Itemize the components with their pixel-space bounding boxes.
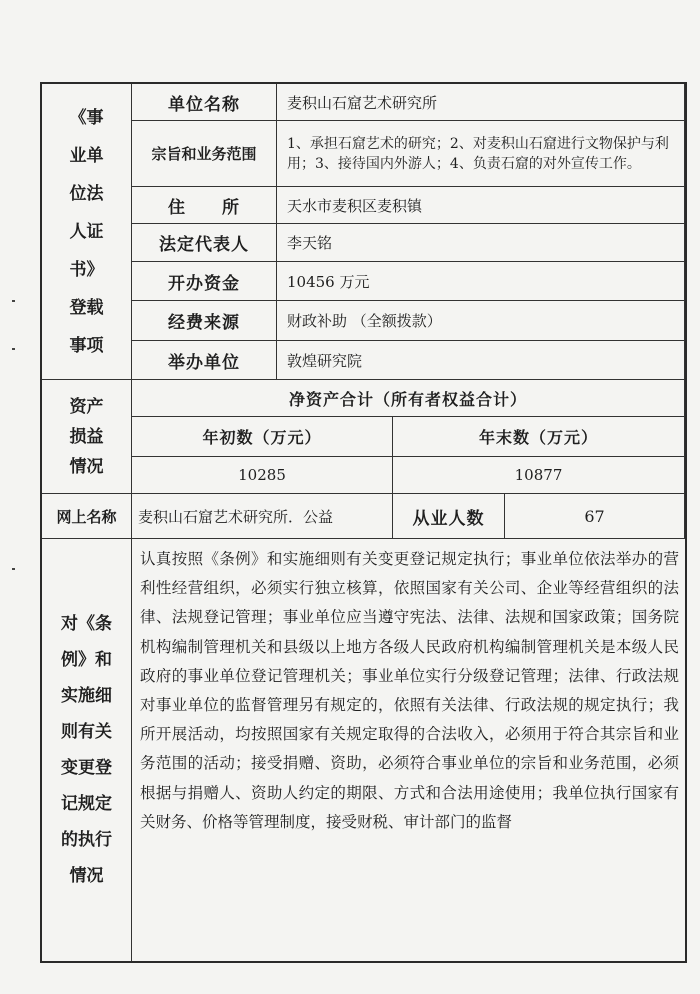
end-value-header: 年末数（万元） — [393, 417, 685, 457]
scan-mark — [12, 568, 15, 570]
compliance-text: 认真按照《条例》和实施细则有关变更登记规定执行；事业单位依法举办的营利性经营组织，必须实行独立核算，依照国家有关公司、企业等经营组织的法律、法规登记管理；事业单位应当遵守宪法、法律、法规和国家政策；国务院机构编制管理机关和县级以上地方各级人民政府机构编制管理机关是本级人民政府的事业单位登记管理机关；事业单位实行分级登记管理；法律、行政法规对事业单位的监督管理另有规定的，依照有关法律、行政法规的规定执行；我所开展活动，均按照国家有关规定取得的合法收入，必须用于符合其宗旨和业务范围的活动；接受捐赠、资助，必须符合事业单位的宗旨和业务范围，必须根据与捐赠人、资助人约定的期限、方式和合法用途使用；我单位执行国家有关财务、价格等管理制度，接受财税、审计部门的监督 — [140, 550, 679, 831]
unit-name-label: 单位名称 — [132, 84, 277, 121]
residence-label: 住 所 — [132, 187, 277, 224]
legal-rep-value: 李天铭 — [277, 224, 685, 262]
purpose-scope-label: 宗旨和业务范围 — [132, 121, 277, 187]
scan-mark — [12, 300, 15, 302]
registration-form — [40, 82, 687, 963]
funding-source-value: 财政补助 （全额拨款） — [277, 301, 685, 341]
capital-value: 10456 万元 — [277, 262, 685, 301]
capital-label: 开办资金 — [132, 262, 277, 301]
funding-source-label: 经费来源 — [132, 301, 277, 341]
assets-section-label: 资产损益情况 — [42, 380, 132, 494]
purpose-scope-value: 1、承担石窟艺术的研究；2、对麦积山石窟进行文物保护与利用；3、接待国内外游人；4、负责石窟的对外宣传工作。 — [277, 121, 685, 187]
compliance-section-label: 对《条例》和实施细则有关变更登记规定的执行情况 — [42, 539, 132, 961]
residence-value: 天水市麦积区麦积镇 — [277, 187, 685, 224]
online-name-value: 麦积山石窟艺术研究所．公益 — [132, 494, 393, 539]
begin-value: 10285 — [132, 457, 393, 494]
sponsor-value: 敦煌研究院 — [277, 341, 685, 380]
net-assets-heading: 净资产合计（所有者权益合计） — [132, 380, 685, 417]
legal-rep-label: 法定代表人 — [132, 224, 277, 262]
staff-count-label: 从业人数 — [393, 494, 505, 539]
end-value: 10877 — [393, 457, 685, 494]
scan-mark — [12, 348, 15, 350]
staff-count-value: 67 — [505, 494, 685, 539]
sponsor-label: 举办单位 — [132, 341, 277, 380]
online-name-label: 网上名称 — [42, 494, 132, 539]
certificate-items-label: 《事业单位法人证书》登载事项 — [42, 84, 132, 380]
begin-value-header: 年初数（万元） — [132, 417, 393, 457]
unit-name-value: 麦积山石窟艺术研究所 — [277, 84, 685, 121]
